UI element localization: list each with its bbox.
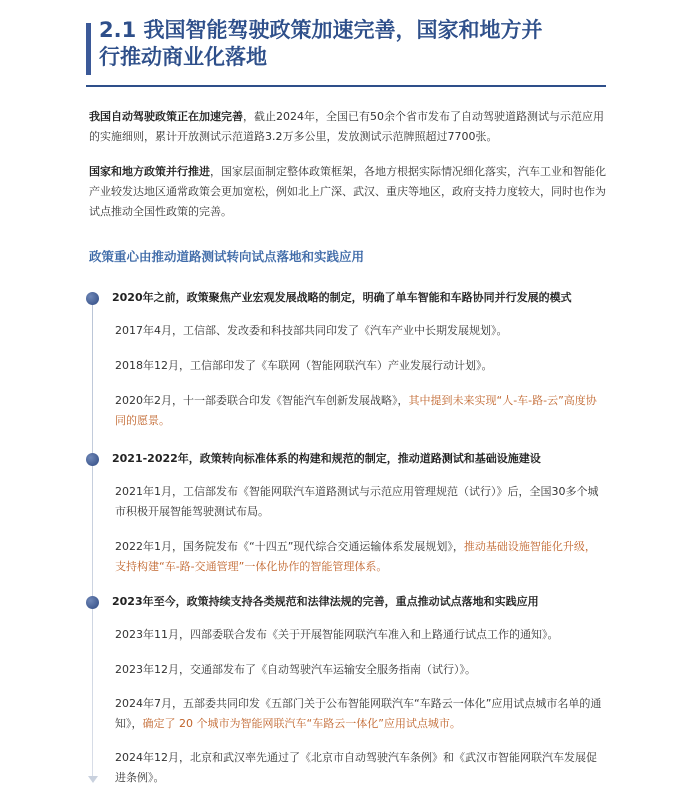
- intro-paragraph-2: [89, 162, 607, 222]
- sub-heading: 政策重心由推动道路测试转向试点落地和实践应用: [89, 249, 365, 264]
- phase-heading-1: 2020年之前，政策聚焦产业宏观发展战略的制定，明确了单车智能和车路协同并行发展的模式: [112, 291, 572, 304]
- item-text: 2024年7月，五部委共同印发《五部门关于公布智能网联汽车“车路云一体化”应用试点城市名单的通知》，: [115, 697, 602, 730]
- item-text: 2023年11月，四部委联合发布《关于开展智能网联汽车准入和上路通行试点工作的通知》。: [115, 628, 559, 641]
- item-text: 2020年2月，十一部委联合印发《智能汽车创新发展战略》，: [115, 394, 409, 407]
- timeline-item: [115, 391, 603, 431]
- timeline-item: [115, 356, 603, 376]
- timeline-item: [115, 694, 603, 734]
- timeline-line: [92, 298, 93, 782]
- timeline-dot-1: [86, 292, 99, 305]
- section-title-line-1: 2.1 我国智能驾驶政策加速完善，国家和地方并: [99, 18, 543, 42]
- intro-text-1: ，截止2024年，全国已有50余个省市发布了自动驾驶道路测试与示范应用的实施细则，累计开放测试示范道路3.2万多公里，发放测试示范牌照超过7700张。: [89, 110, 604, 143]
- timeline-dot-3: [86, 596, 99, 609]
- item-highlight: 确定了 20 个城市为智能网联汽车“车路云一体化”应用试点城市。: [142, 717, 461, 730]
- timeline-item: [115, 321, 603, 341]
- item-text: 2018年12月，工信部印发了《车联网（智能网联汽车）产业发展行动计划》。: [115, 359, 493, 372]
- timeline-item: [115, 537, 603, 577]
- item-highlight: 推动基础设施智能化升级，支持构建“车-路-交通管理”一体化协作的智能管理体系。: [115, 540, 596, 573]
- item-text: 2021年1月，工信部发布《智能网联汽车道路测试与示范应用管理规范（试行）》后，全国30多个城市积极开展智能驾驶测试布局。: [115, 485, 599, 518]
- section-title: [99, 17, 606, 71]
- item-highlight: 其中提到未来实现“人-车-路-云”高度协同的愿景。: [115, 394, 597, 427]
- timeline-arrow-icon: [88, 776, 98, 783]
- phase-heading-3: 2023年至今，政策持续支持各类规范和法律法规的完善，重点推动试点落地和实践应用: [112, 595, 539, 608]
- section-title-block: [86, 17, 606, 71]
- timeline-dot-2: [86, 453, 99, 466]
- item-text: 2023年12月，交通部发布了《自动驾驶汽车运输安全服务指南（试行）》。: [115, 663, 476, 676]
- phase-heading-2: 2021-2022年，政策转向标准体系的构建和规范的制定，推动道路测试和基础设施建设: [112, 452, 541, 465]
- title-divider: [86, 85, 606, 87]
- timeline-item: [115, 482, 603, 522]
- timeline-item: [115, 660, 603, 680]
- item-text: 2022年1月，国务院发布《“十四五”现代综合交通运输体系发展规划》，: [115, 540, 464, 553]
- title-accent-bar: [86, 23, 91, 75]
- item-text: 2017年4月，工信部、发改委和科技部共同印发了《汽车产业中长期发展规划》。: [115, 324, 508, 337]
- intro-lead-2: 国家和地方政策并行推进: [89, 165, 210, 178]
- timeline-item: [115, 748, 603, 788]
- item-text: 2024年12月，北京和武汉率先通过了《北京市自动驾驶汽车条例》和《武汉市智能网联汽车发展促进条例》。: [115, 751, 597, 784]
- intro-lead-1: 我国自动驾驶政策正在加速完善: [89, 110, 243, 123]
- section-title-line-2: 行推动商业化落地: [99, 45, 267, 69]
- intro-text-2: ，国家层面制定整体政策框架，各地方根据实际情况细化落实，汽车工业和智能化产业较发达地区通常政策会更加宽松，例如北上广深、武汉、重庆等地区，政府支持力度较大，同时也作为试点推动全国性政策的完善。: [89, 165, 606, 218]
- intro-paragraph-1: [89, 107, 607, 147]
- timeline-item: [115, 625, 603, 645]
